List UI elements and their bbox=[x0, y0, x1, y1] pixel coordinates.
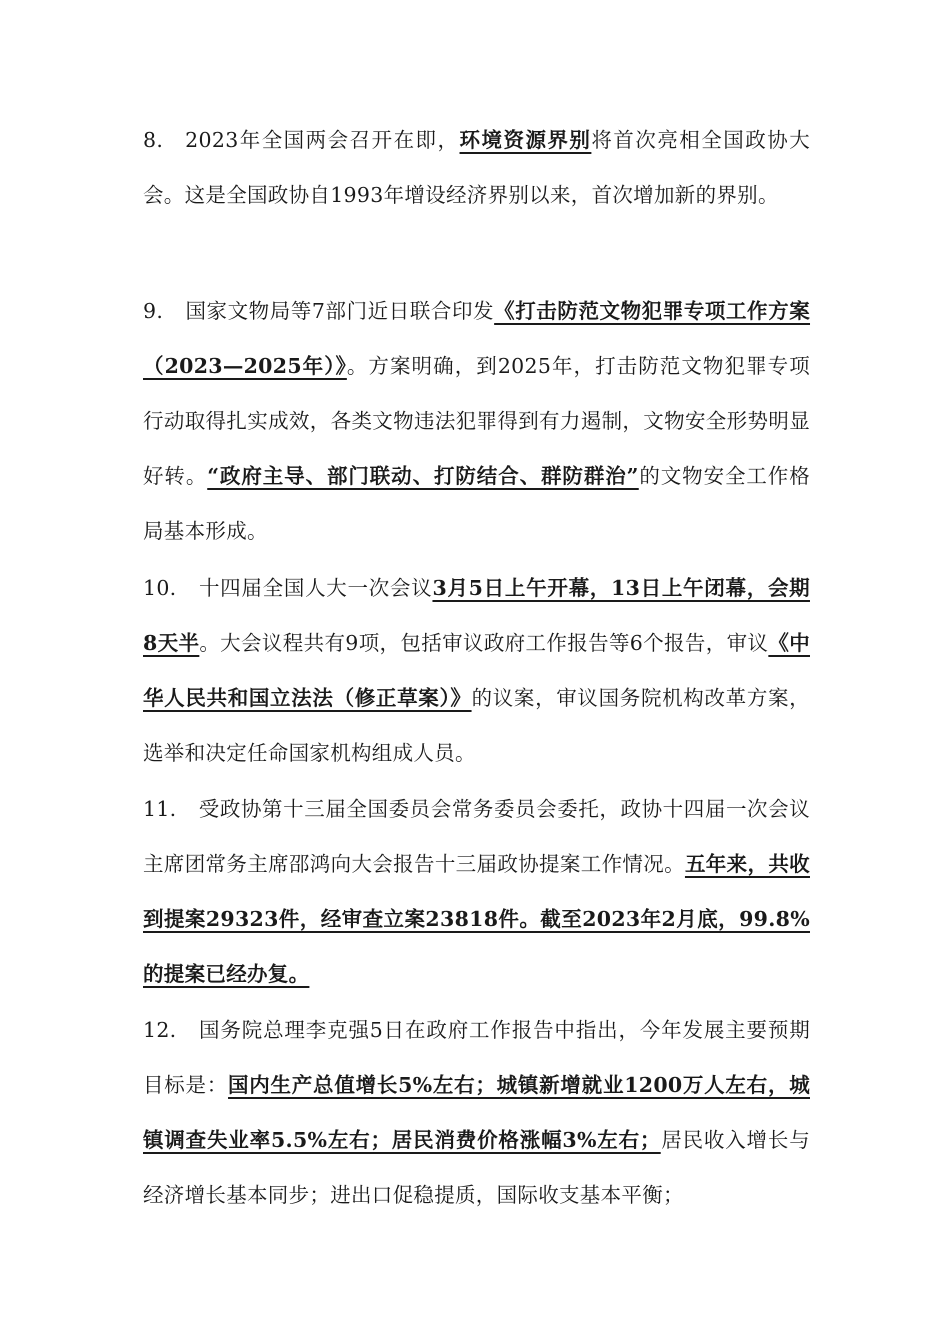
highlighted-text: 3月5日上午开幕，13日上午闭幕，会期8天半 bbox=[143, 576, 810, 655]
item-number: 9. bbox=[143, 299, 164, 323]
item-number: 11. bbox=[143, 797, 177, 821]
item-text: 居民收入增长与经济增长基本同步；进出口促稳提质，国际收支基本平衡； bbox=[143, 1128, 810, 1207]
highlighted-text: 《打击防范文物犯罪专项工作方案（2023—2025年）》 bbox=[143, 299, 811, 378]
list-item-9 bbox=[143, 284, 810, 559]
item-text: 国家文物局等7部门近日联合印发 bbox=[185, 299, 495, 323]
item-text: 的议案，审议国务院机构改革方案，选举和决定任命国家机构组成人员。 bbox=[143, 686, 810, 765]
item-number: 8. bbox=[143, 128, 164, 152]
item-text: 十四届全国人大一次会议 bbox=[198, 576, 433, 600]
list-item-8 bbox=[143, 113, 810, 223]
list-item-10 bbox=[143, 561, 810, 781]
list-item-11 bbox=[143, 782, 810, 1002]
item-text: 。方案明确，到2025年，打击防范文物犯罪专项行动取得扎实成效，各类文物违法犯罪得到有力遏制，文物安全形势明显好转。 bbox=[143, 354, 811, 488]
item-text: 的文物安全工作格局基本形成。 bbox=[143, 464, 811, 543]
item-text: 受政协第十三届全国委员会常务委员会委托，政协十四届一次会议主席团常务主席邵鸿向大会报告十三届政协提案工作情况。 bbox=[143, 797, 810, 876]
highlighted-text: “政府主导、部门联动、打防结合、群防群治” bbox=[207, 464, 639, 488]
list-item-12 bbox=[143, 1003, 810, 1223]
item-text: 国务院总理李克强5日在政府工作报告中指出，今年发展主要预期目标是： bbox=[143, 1018, 810, 1097]
item-text: 将首次亮相全国政协大会。这是全国政协自1993年增设经济界别以来，首次增加新的界别。 bbox=[143, 128, 810, 207]
highlighted-text: 五年来，共收到提案29323件，经审查立案23818件。截至2023年2月底，99.8%的提案已经办复。 bbox=[143, 852, 810, 986]
highlighted-text: 环境资源界别 bbox=[459, 128, 592, 152]
item-number: 10. bbox=[143, 576, 177, 600]
item-number: 12. bbox=[143, 1018, 177, 1042]
item-text: 。大会议程共有9项，包括审议政府工作报告等6个报告，审议 bbox=[199, 631, 769, 655]
item-text: 2023年全国两会召开在即， bbox=[185, 128, 460, 152]
highlighted-text: 《中华人民共和国立法法（修正草案）》 bbox=[143, 631, 810, 710]
highlighted-text: 国内生产总值增长5%左右；城镇新增就业1200万人左右，城镇调查失业率5.5%左右；居民消费价格涨幅3%左右； bbox=[143, 1073, 810, 1152]
